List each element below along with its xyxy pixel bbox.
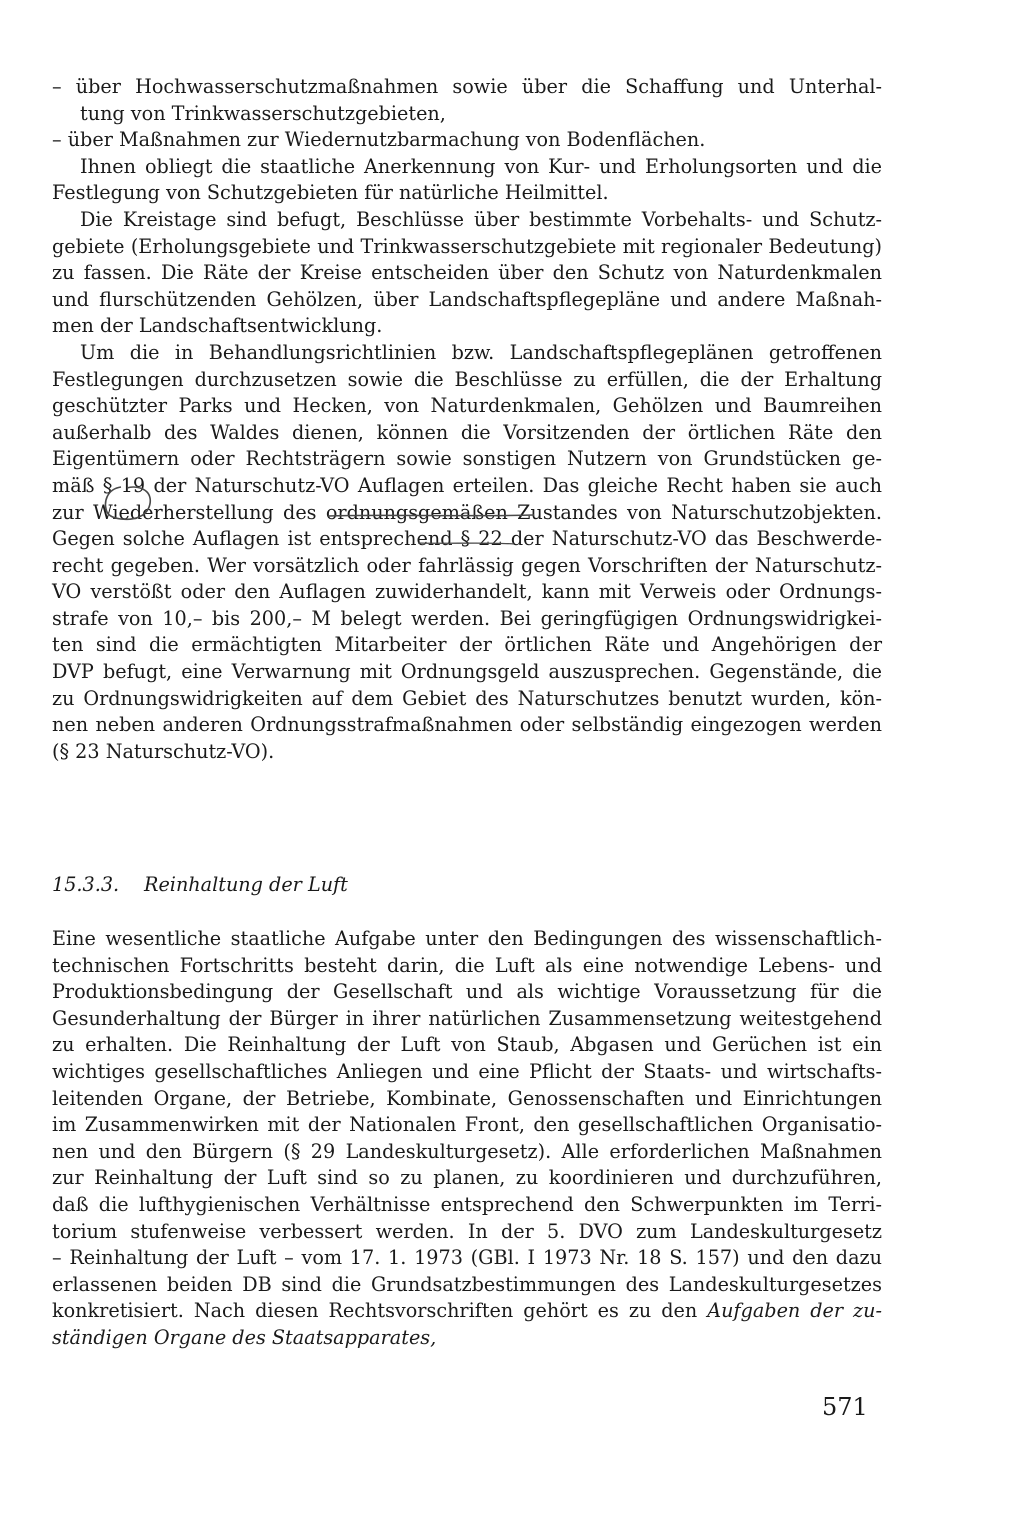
section-title: Reinhaltung der Luft [144,873,348,896]
text-line: wichtiges gesellschaftliches Anliegen und eine Pflicht der Staats- und wirtschafts- [52,1059,882,1083]
text-line: recht gegeben. Wer vorsätzlich oder fahrlässig gegen Vorschriften der Naturschutz- [52,553,882,577]
text-line: zur Reinhaltung der Luft sind so zu planen, zu koordinieren und durchzuführen, [52,1166,882,1190]
text-block-bottom [52,926,882,1352]
text-line: gebiete (Erholungsgebiete und Trinkwasserschutzgebiete mit regionaler Bedeutung) [52,234,882,258]
text-line: strafe von 10,– bis 200,– M belegt werden. Bei geringfügigen Ordnungswidrigkei- [52,606,882,630]
text-line: Festlegung von Schutzgebieten für natürliche Heilmittel. [52,181,609,205]
text-line: ten sind die ermächtigten Mitarbeiter der örtlichen Räte und Angehörigen der [52,633,882,657]
text-line: Gesunderhaltung der Bürger in ihrer natürlichen Zusammensetzung weitestgehend [52,1006,882,1030]
text-line: daß die lufthygienischen Verhältnisse entsprechend den Schwerpunkten im Terri- [52,1192,882,1216]
text-line: (§ 23 Naturschutz-VO). [52,739,275,763]
text-line: ständigen Organe des Staatsapparates, [52,1325,437,1349]
text-line: mäß § 19 der Naturschutz-VO Auflagen erteilen. Das gleiche Recht haben sie auch [52,473,882,497]
text-line: Festlegungen durchzusetzen sowie die Beschlüsse zu erfüllen, die der Erhaltung [52,367,882,391]
text-line: leitenden Organe, der Betriebe, Kombinate, Genossenschaften und Einrichtungen [52,1086,882,1110]
text-line: – über Maßnahmen zur Wiedernutzbarmachung von Bodenflächen. [52,128,706,152]
text-line: Eigentümern oder Rechtsträgern sowie sonstigen Nutzern von Grundstücken ge- [52,447,882,471]
text-line: DVP befugt, eine Verwarnung mit Ordnungsgeld auszusprechen. Gegenstände, die [52,660,882,684]
text-line: Produktionsbedingung der Gesellschaft und als wichtige Voraussetzung für die [52,980,882,1004]
text-line: zu fassen. Die Räte der Kreise entscheiden über den Schutz von Naturdenkmalen [52,261,882,285]
text-line: Um die in Behandlungsrichtlinien bzw. Landschaftspflegeplänen getroffenen [80,340,882,364]
text-line: technischen Fortschritts besteht darin, die Luft als eine notwendige Lebens- und [52,953,882,977]
text-line: zur Wiederherstellung des ordnungsgemäßen Zustandes von Naturschutzobjekten. [52,500,882,524]
text-line: erlassenen beiden DB sind die Grundsatzbestimmungen des Landeskulturgesetzes [52,1272,882,1296]
text-line: außerhalb des Waldes dienen, können die Vorsitzenden der örtlichen Räte den [52,420,882,444]
text-line: nen und den Bürgern (§ 29 Landeskulturgesetz). Alle erforderlichen Maßnahmen [52,1139,882,1163]
text-line: zu erhalten. Die Reinhaltung der Luft von Staub, Abgasen und Gerüchen ist ein [52,1033,882,1057]
text-line [52,1298,882,1325]
text-line: zu Ordnungswidrigkeiten auf dem Gebiet des Naturschutzes benutzt wurden, kön- [52,686,882,710]
text-block-top [52,74,882,765]
text-line: im Zusammenwirken mit der Nationalen Front, den gesellschaftlichen Organisatio- [52,1113,882,1137]
text-line: torium stufenweise verbessert werden. In der 5. DVO zum Landeskulturgesetz [52,1219,882,1243]
text-line: Gegen solche Auflagen ist entsprechend § 22 der Naturschutz-VO das Beschwerde- [52,527,882,551]
italic-text-run: Aufgaben der zu- [707,1299,882,1323]
text-line: Eine wesentliche staatliche Aufgabe unter den Bedingungen des wissenschaftlich- [52,927,882,950]
section-heading [52,872,348,898]
text-run: konkretisiert. Nach diesen Rechtsvorschriften gehört es zu den [52,1299,698,1323]
text-line: – über Hochwasserschutzmaßnahmen sowie über die Schaffung und Unterhal- [52,75,882,98]
section-number: 15.3.3. [52,873,120,896]
text-line: geschützter Parks und Hecken, von Naturdenkmalen, Gehölzen und Baumreihen [52,394,882,418]
text-line: Ihnen obliegt die staatliche Anerkennung von Kur- und Erholungsorten und die [80,154,882,178]
text-line: VO verstößt oder den Auflagen zuwiderhandelt, kann mit Verweis oder Ordnungs- [52,580,882,604]
text-line: nen neben anderen Ordnungsstrafmaßnahmen oder selbständig eingezogen werden [52,713,882,737]
page-number: 571 [822,1393,868,1421]
text-line: men der Landschaftsentwicklung. [52,314,383,338]
text-line: Die Kreistage sind befugt, Beschlüsse über bestimmte Vorbehalts- und Schutz- [80,207,882,231]
text-line: und flurschützenden Gehölzen, über Landschaftspflegepläne und andere Maßnah- [52,287,882,311]
text-line: – Reinhaltung der Luft – vom 17. 1. 1973 (GBl. I 1973 Nr. 18 S. 157) und den dazu [52,1246,882,1270]
text-line: tung von Trinkwasserschutzgebieten, [80,101,446,125]
